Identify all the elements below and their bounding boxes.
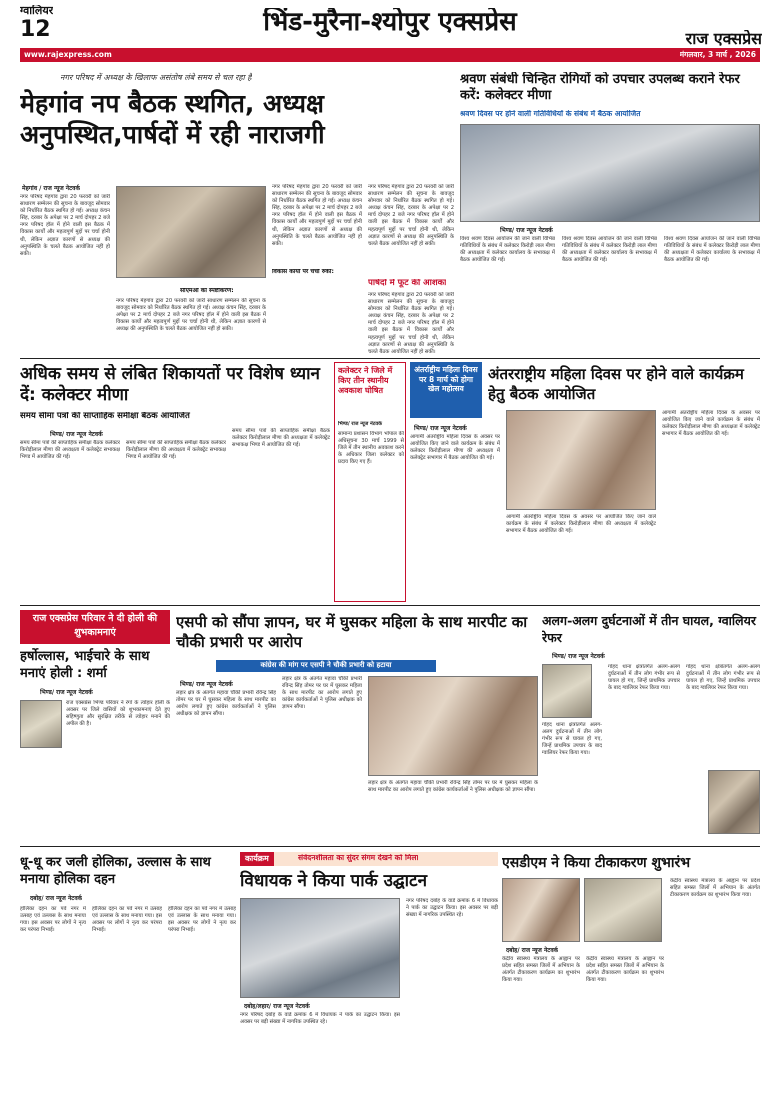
article-body-col3: आगामी अंतर्राष्ट्रीय महिला दिवस के अवसर पर आयोजित किए जाने वाले कार्यक्रम के संबंध में कलेक्टर किरोड़ीलाल मीणा की अध्यक्षता में कलेक्ट्रेट सभागार में बैठक आयोजित की गई।: [662, 410, 760, 438]
byline: भिण्ड/ राज न्यूज नेटवर्क: [500, 227, 553, 234]
hearing-meeting-photo: [460, 124, 760, 222]
story-accidents: [542, 610, 760, 842]
byline: दबोह/ राज न्यूज नेटवर्क: [506, 947, 559, 954]
holi-wishes-banner: राज एक्सप्रेस परिवार ने दी होली की शुभकामनाएं: [20, 610, 170, 644]
article-body-col3: विश्व श्रवण दिवस आयोजन की जाने वाली विभिन्न गतिविधियों के संबंध में कलेक्टर किरोड़ी लाल मीणा की अध्यक्षता में कलेक्टर कार्यालय के सभाकक्ष में बैठक आयोजित की गई।: [664, 236, 760, 264]
headline: अधिक समय से लंबित शिकायतों पर विशेष ध्यान दें: कलेक्टर मीणा: [20, 364, 320, 405]
headline: हर्षोल्लास, भाईचारे के साथ मनाएं होली : शर्मा: [20, 649, 150, 681]
meeting-photo: [116, 186, 266, 278]
article-body-col2: लहार क्षेत्र के अंतर्गत महावा चौकी प्रभारी रविन्द्र सिंह तोमर पर घर में घुसकर महिला के साथ मारपीट का आरोप लगाते हुए कांग्रेस कार्यकर्ताओं ने पुलिस अधीक्षक को ज्ञापन सौंपा।: [282, 676, 362, 711]
article-body-col2: आगामी अंतर्राष्ट्रीय महिला दिवस के अवसर पर आयोजित किए जाने वाले कार्यक्रम के संबंध में कलेक्टर किरोड़ीलाल मीणा की अध्यक्षता में कलेक्ट्रेट सभागार में बैठक आयोजित की गई।: [506, 514, 656, 535]
article-body-col3: समय सीमा पत्रों की साप्ताहिक समीक्षा बैठक कलेक्टर किरोड़ीलाल मीणा की अध्यक्षता में कलेक्ट्रेट सभाकक्ष भिण्ड में आयोजित की गई।: [232, 428, 330, 449]
subhead-cmo: सीएमओ का स्पष्टीकरण:: [180, 288, 234, 294]
article-body-col3: गोहद थाना क्षेत्रांतर्गत अलग-अलग दुर्घटनाओं में तीन लोग गंभीर रूप से घायल हो गए, जिन्हें प्राथमिक उपचार के बाद ग्वालियर रेफर किया गया।: [686, 664, 760, 692]
article-body-col3: लहार क्षेत्र के अंतर्गत महावा चौकी प्रभारी रविन्द्र सिंह तोमर पर घर में घुसकर महिला के साथ मारपीट का आरोप लगाते हुए कांग्रेस कार्यकर्ताओं ने पुलिस अधीक्षक को ज्ञापन सौंपा।: [368, 780, 538, 794]
article-body: सामान्य प्रशासन विभाग भोपाल की अधिसूचना 30 मार्च 1999 से जिले में तीन स्थानीय अवकाश करने के अधिकार जिला कलेक्टर को प्रदाय किए गए हैं।: [338, 431, 404, 466]
victim-photo-1: [542, 664, 592, 718]
story-vaccination: [502, 852, 760, 1102]
article-body-col2: होलिका दहन का पर्व नगर में उत्साह एवं उल्लास के साथ मनाया गया। इस अवसर पर लोगों ने नृत्य कर परंपरा निभाई।: [92, 906, 162, 934]
subhead-vikas: विकास कार्यों पर चर्चा रुकी:: [272, 269, 334, 275]
portrait-photo: [20, 700, 62, 748]
story-holi-wishes: [20, 610, 170, 842]
headline: एसडीएम ने किया टीकाकरण शुभारंभ: [502, 855, 691, 871]
story-mehgaon-meeting: [20, 66, 454, 356]
city-label: ग्वालियर: [20, 5, 54, 17]
story-hearing-day: [460, 66, 760, 356]
article-body-col3: केंद्रीय स्वास्थ्य मंत्रालय के आह्वान पर प्रदेश सहित समस्त जिलों में अभियान के अंतर्गत टीकाकरण कार्यक्रम का शुभारंभ किया गया।: [670, 878, 760, 899]
headline: कलेक्टर ने जिले में किए तीन स्थानीय अवकाश घोषित: [338, 366, 393, 395]
article-body-col2: नगर परिषद दबोह के वार्ड क्रमांक 6 में विधायक ने पार्क का उद्घाटन किया। इस अवसर पर बड़ी संख्या में नागरिक उपस्थित रहे।: [406, 898, 498, 919]
women-day-meeting-photo: [506, 410, 656, 510]
vaccination-photo-1: [502, 878, 580, 942]
byline: मेहगांव / राज न्यूज नेटवर्क: [22, 185, 81, 192]
headline: धू-धू कर जली होलिका, उल्लास के साथ मनाया होलिका दहन: [20, 855, 211, 887]
vaccination-photo-2: [584, 878, 662, 942]
page-number: 12: [20, 18, 51, 42]
masthead-bar: [20, 48, 760, 62]
program-label: कार्यक्रम: [240, 852, 274, 866]
story-local-holidays: [334, 362, 406, 602]
subheadline: श्रवण दिवस पर होने वाली गतिविधियों के संबंध में बैठक आयोजित: [460, 110, 641, 118]
article-body-col2: गोहद थाना क्षेत्रांतर्गत अलग-अलग दुर्घटनाओं में तीन लोग गंभीर रूप से घायल हो गए, जिन्हें प्राथमिक उपचार के बाद ग्वालियर रेफर किया गया।: [608, 664, 680, 692]
brand-name: राज एक्सप्रेस: [685, 30, 762, 48]
sports-festival-tag: अंतर्राष्ट्रीय महिला दिवस पर 8 मार्च को होगा खेल महोत्सव: [414, 365, 478, 393]
byline: भिण्ड/ राज न्यूज नेटवर्क: [414, 425, 467, 432]
story-kicker: संवेदनशीलता का सुंदर संगम देखने को मिला: [298, 854, 419, 862]
article-body-col5: नगर परिषद मेहगांव द्वारा 20 फरवरी को जारी साधारण सम्मेलन की सूचना के बावजूद सोमवार को निर्धारित बैठक स्थगित हो गई। अध्यक्ष कंचन सिंह, दरबार के अपेक्षा पर 2 मार्च दोपहर 2 बजे नगर परिषद हॉल में होने वाली इस बैठक में विकास कार्यों और महत्वपूर्ण मुद्दों पर चर्चा होनी थी, लेकिन अज्ञात कारणों से अध्यक्ष की अनुपस्थिति के चलते बैठक आयोजित नहीं हो सकी।: [368, 292, 454, 354]
article-body: लहार क्षेत्र के अंतर्गत महावा चौकी प्रभारी रविन्द्र सिंह तोमर पर घर में घुसकर महिला के साथ मारपीट का आरोप लगाते हुए कांग्रेस कार्यकर्ताओं ने पुलिस अधीक्षक को ज्ञापन सौंपा।: [176, 690, 276, 718]
article-body-col3: होलिका दहन का पर्व नगर में उत्साह एवं उल्लास के साथ मनाया गया। इस अवसर पर लोगों ने नृत्य कर परंपरा निभाई।: [168, 906, 236, 934]
byline: भिण्ड/ राज न्यूज नेटवर्क: [40, 689, 93, 696]
headline: विधायक ने किया पार्क उद्घाटन: [240, 871, 428, 891]
website-url[interactable]: www.rajexpress.com: [24, 50, 112, 59]
park-photo: [240, 898, 400, 998]
article-body: नगर परिषद दबोह के वार्ड क्रमांक 6 में विधायक ने पार्क का उद्घाटन किया। इस अवसर पर बड़ी संख्या में नागरिक उपस्थित रहे।: [240, 1012, 400, 1026]
article-body-col4: नगर परिषद मेहगांव द्वारा 20 फरवरी को जारी साधारण सम्मेलन की सूचना के बावजूद सोमवार को निर्धारित बैठक स्थगित हो गई। अध्यक्ष कंचन सिंह, दरबार के अपेक्षा पर 2 मार्च दोपहर 2 बजे नगर परिषद हॉल में होने वाली इस बैठक में विकास कार्यों और महत्वपूर्ण मुद्दों पर चर्चा होनी थी, लेकिन अज्ञात कारणों से अध्यक्ष की अनुपस्थिति के चलते बैठक आयोजित नहीं हो सकी।: [368, 184, 454, 247]
issue-date: मंगलवार, 3 मार्च , 2026: [679, 50, 756, 59]
subhead-faction: पार्षदों में फूट की आशंका: [368, 279, 447, 288]
kicker-bar: [240, 852, 498, 866]
article-body: विश्व श्रवण दिवस आयोजन की जाने वाली विभिन्न गतिविधियों के संबंध में कलेक्टर किरोड़ी लाल मीणा की अध्यक्षता में कलेक्टर कार्यालय के सभाकक्ष में बैठक आयोजित की गई।: [460, 236, 555, 264]
article-body: केंद्रीय स्वास्थ्य मंत्रालय के आह्वान पर प्रदेश सहित समस्त जिलों में अभियान के अंतर्गत टीकाकरण कार्यक्रम का शुभारंभ किया गया।: [502, 956, 580, 984]
byline: दबोह/लहार/ राज न्यूज नेटवर्क: [244, 1003, 310, 1010]
article-body: समय सीमा पत्रों की साप्ताहिक समीक्षा बैठक कलेक्टर किरोड़ीलाल मीणा की अध्यक्षता में कलेक्ट्रेट सभाकक्ष भिण्ड में आयोजित की गई।: [20, 440, 120, 461]
story-pending-complaints: [20, 362, 330, 602]
story-women-day-meeting: [410, 362, 760, 602]
article-body-col2: केंद्रीय स्वास्थ्य मंत्रालय के आह्वान पर प्रदेश सहित समस्त जिलों में अभियान के अंतर्गत टीकाकरण कार्यक्रम का शुभारंभ किया गया।: [586, 956, 664, 984]
section-title: भिंड-मुरैना-श्योपुर एक्सप्रेस: [263, 8, 517, 37]
article-body: होलिका दहन का पर्व नगर में उत्साह एवं उल्लास के साथ मनाया गया। इस अवसर पर लोगों ने नृत्य कर परंपरा निभाई।: [20, 906, 86, 934]
headline: एसपी को सौंपा ज्ञापन, घर में घुसकर महिला के साथ मारपीट का चौकी प्रभारी पर आरोप: [176, 613, 528, 651]
byline: भिण्ड/ राज न्यूज नेटवर्क: [552, 653, 605, 660]
byline: भिण्ड/ राज न्यूज नेटवर्क: [338, 421, 382, 427]
article-body-col3: नगर परिषद मेहगांव द्वारा 20 फरवरी को जारी साधारण सम्मेलन की सूचना के बावजूद सोमवार को निर्धारित बैठक स्थगित हो गई। अध्यक्ष कंचन सिंह, दरबार के अपेक्षा पर 2 मार्च दोपहर 2 बजे नगर परिषद हॉल में होने वाली इस बैठक में विकास कार्यों और महत्वपूर्ण मुद्दों पर चर्चा होनी थी, लेकिन अज्ञात कारणों से अध्यक्ष की अनुपस्थिति के चलते बैठक आयोजित नहीं हो सकी।: [272, 184, 362, 247]
subheadline: समय सीमा पत्रों की साप्ताहिक समीक्षा बैठक आयोजित: [20, 412, 190, 421]
article-body-col2: समय सीमा पत्रों की साप्ताहिक समीक्षा बैठक कलेक्टर किरोड़ीलाल मीणा की अध्यक्षता में कलेक्ट्रेट सभाकक्ष भिण्ड में आयोजित की गई।: [126, 440, 226, 461]
headline: श्रवण संबंधी चिन्हित रोगियों को उपचार उपलब्ध कराने रेफर करें: कलेक्टर मीणा: [460, 72, 740, 103]
article-body-col2: विश्व श्रवण दिवस आयोजन की जाने वाली विभिन्न गतिविधियों के संबंध में कलेक्टर किरोड़ी लाल मीणा की अध्यक्षता में कलेक्टर कार्यालय के सभाकक्ष में बैठक आयोजित की गई।: [562, 236, 657, 264]
article-body: नगर परिषद मेहगांव द्वारा 20 फरवरी को जारी साधारण सम्मेलन की सूचना के बावजूद सोमवार को निर्धारित बैठक स्थगित हो गई। अध्यक्ष कंचन सिंह, दरबार के अपेक्षा पर 2 मार्च दोपहर 2 बजे नगर परिषद हॉल में होने वाली इस बैठक में विकास कार्यों और महत्वपूर्ण मुद्दों पर चर्चा होनी थी, लेकिन अज्ञात कारणों से अध्यक्ष की अनुपस्थिति के चलते बैठक आयोजित नहीं हो सकी।: [20, 194, 110, 257]
masthead: [0, 0, 778, 66]
story-kicker: नगर परिषद में अध्यक्ष के खिलाफ असंतोष लंबे समय से चल रहा है: [60, 73, 252, 82]
headline: अंतरराष्ट्रीय महिला दिवस पर होने वाले कार्यक्रम हेतु बैठक आयोजित: [488, 365, 744, 403]
story-park-inauguration: [240, 852, 498, 1102]
story-sp-memorandum: [176, 610, 538, 842]
byline: भिण्ड/ राज न्यूज नेटवर्क: [50, 431, 103, 438]
article-body-col2: नगर परिषद मेहगांव द्वारा 20 फरवरी को जारी साधारण सम्मेलन की सूचना के बावजूद सोमवार को निर्धारित बैठक स्थगित हो गई। अध्यक्ष कंचन सिंह, दरबार के अपेक्षा पर 2 मार्च दोपहर 2 बजे नगर परिषद हॉल में होने वाली इस बैठक में विकास कार्यों और महत्वपूर्ण मुद्दों पर चर्चा होनी थी, लेकिन अज्ञात कारणों से अध्यक्ष की अनुपस्थिति के चलते बैठक आयोजित नहीं हो सकी।: [116, 298, 266, 333]
article-body: आगामी अंतर्राष्ट्रीय महिला दिवस के अवसर पर आयोजित किए जाने वाले कार्यक्रम के संबंध में कलेक्टर किरोड़ीलाल मीणा की अध्यक्षता में कलेक्ट्रेट सभागार में बैठक आयोजित की गई।: [410, 434, 500, 462]
story-holika-dahan: [20, 852, 236, 1102]
memorandum-photo: [368, 676, 538, 776]
headline: मेहगांव नप बैठक स्थगित, अध्यक्ष अनुपस्थित,पार्षदों में रही नाराजगी: [20, 89, 325, 149]
byline: भिण्ड/ राज न्यूज नेटवर्क: [180, 681, 233, 688]
victim-photo-2: [708, 770, 760, 834]
headline: अलग-अलग दुर्घटनाओं में तीन घायल, ग्वालियर रेफर: [542, 613, 756, 645]
article-body: गोहद थाना क्षेत्रांतर्गत अलग-अलग दुर्घटनाओं में तीन लोग गंभीर रूप से घायल हो गए, जिन्हें प्राथमिक उपचार के बाद ग्वालियर रेफर किया गया।: [542, 722, 602, 757]
congress-demand-tag: कांग्रेस की मांग पर एसपी ने चौकी प्रभारी को हटाया: [216, 660, 436, 672]
article-body: राज एक्सप्रेस भिण्ड परिवार ने रंगों के त्योहार होली के अवसर पर जिले वासियों को शुभकामनाएं देते हुए सहिष्णुता और सुरक्षित तरीके से त्योहार मनाने की अपील की है।: [66, 700, 170, 728]
byline: दबोह/ राज न्यूज नेटवर्क: [30, 895, 83, 902]
